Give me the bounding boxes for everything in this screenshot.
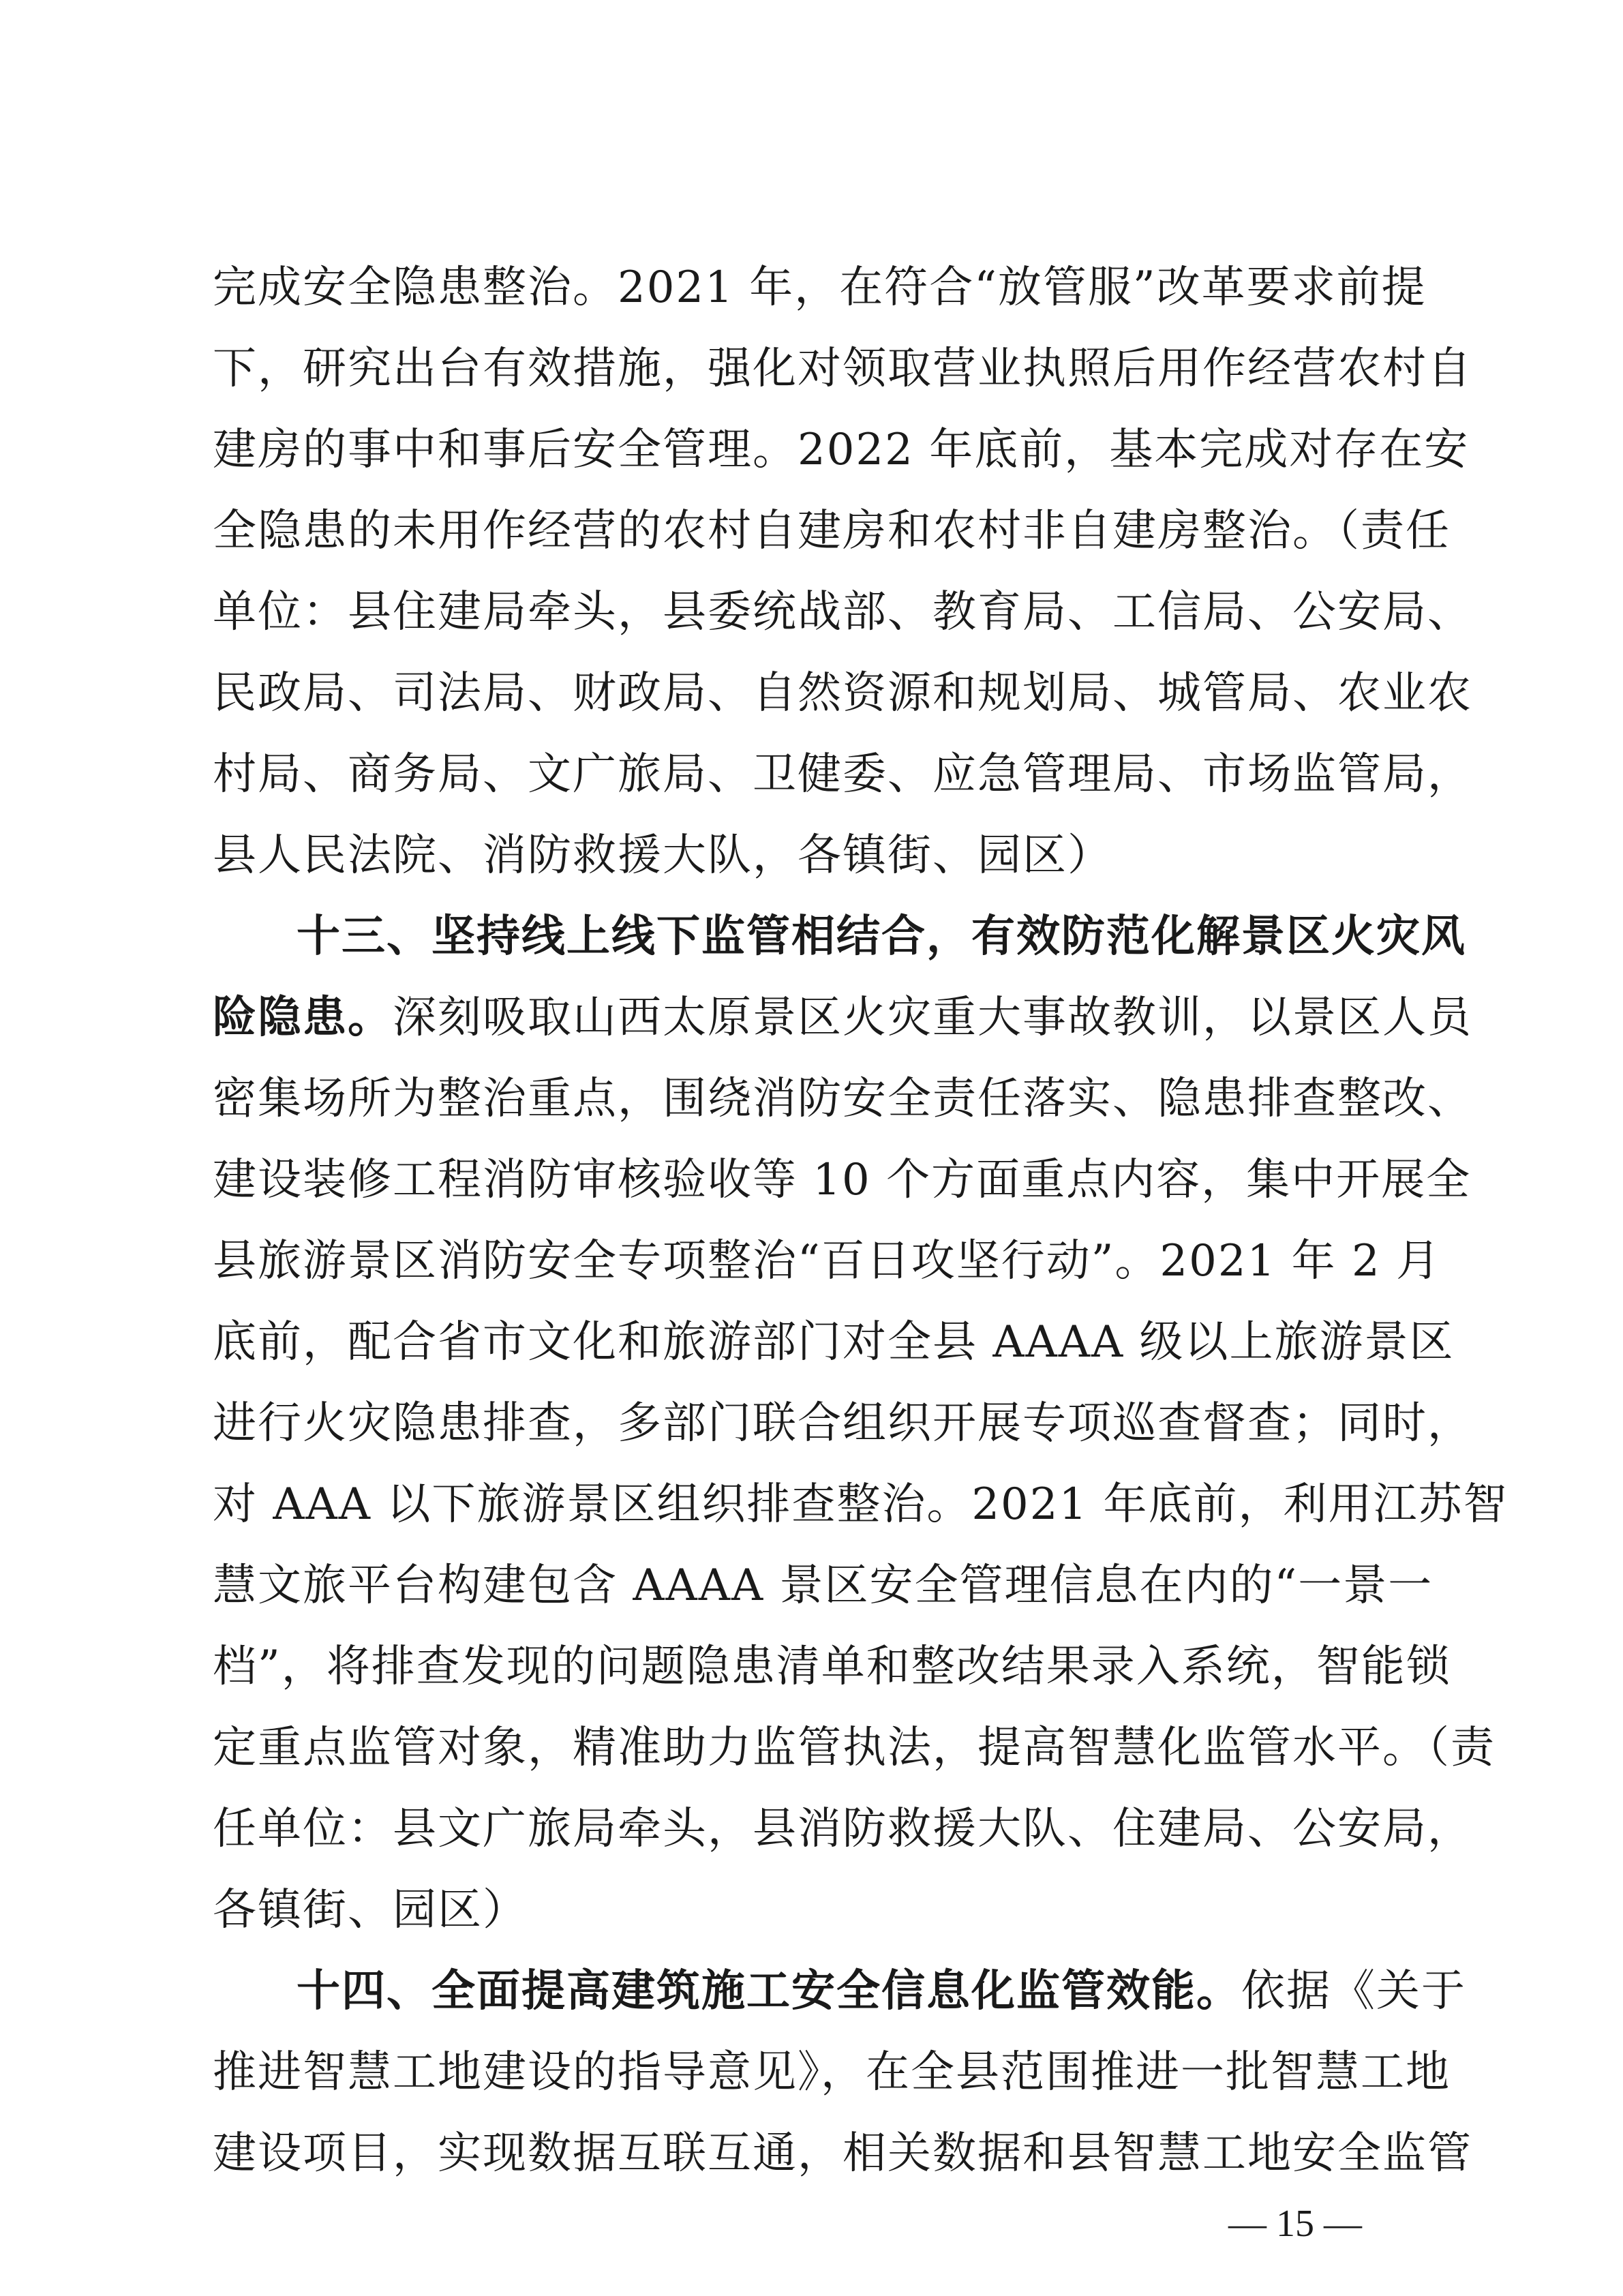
body-line: 慧文旅平台构建包含 AAAA 景区安全管理信息在内的“一景一 (213, 1560, 1434, 1611)
body-line: 建房的事中和事后安全管理。2022 年底前，基本完成对存在安 (213, 425, 1470, 475)
body-line: 建设装修工程消防审核验收等 10 个方面重点内容，集中开展全 (213, 1155, 1472, 1205)
body-line: 单位：县住建局牵头，县委统战部、教育局、工信局、公安局、 (213, 587, 1472, 637)
body-line: 定重点监管对象，精准助力监管执法，提高智慧化监管水平。（责 (213, 1723, 1496, 1773)
body-line: 建设项目，实现数据互联互通，相关数据和县智慧工地安全监管 (213, 2128, 1472, 2179)
page-number: — 15 — (1228, 2203, 1362, 2245)
body-line: 任单位：县文广旅局牵头，县消防救援大队、住建局、公安局， (213, 1804, 1472, 1854)
body-line: 县旅游景区消防安全专项整治“百日攻坚行动”。2021 年 2 月 (213, 1236, 1442, 1286)
body-line (213, 984, 1472, 1052)
body-line: 民政局、司法局、财政局、自然资源和规划局、城管局、农业农 (213, 668, 1472, 719)
body-text: 深刻吸取山西太原景区火灾重大事故教训，以景区人员 (393, 993, 1472, 1043)
body-line: 进行火灾隐患排查，多部门联合组织开展专项巡查督查；同时， (213, 1398, 1472, 1449)
body-line: 密集场所为整治重点，围绕消防安全责任落实、隐患排查整改、 (213, 1074, 1472, 1124)
body-line: 档”，将排查发现的问题隐患清单和整改结果录入系统，智能锁 (213, 1642, 1451, 1692)
body-line: 县人民法院、消防救援大队，各镇街、园区） (213, 830, 1112, 881)
body-line: 全隐患的未用作经营的农村自建房和农村非自建房整治。（责任 (213, 506, 1451, 556)
body-line: 完成安全隐患整治。2021 年，在符合“放管服”改革要求前提 (213, 262, 1427, 313)
body-line: 各镇街、园区） (213, 1885, 528, 1935)
body-line: 对 AAA 以下旅游景区组织排查整治。2021 年底前，利用江苏智 (213, 1479, 1508, 1530)
section-13-heading-end: 险隐患。 (213, 993, 393, 1043)
section-13-heading: 十三、坚持线上线下监管相结合，有效防范化解景区火灾风 (297, 911, 1466, 962)
body-line: 底前，配合省市文化和旅游部门对全县 AAAA 级以上旅游景区 (213, 1317, 1455, 1368)
body-line: 推进智慧工地建设的指导意见》，在全县范围推进一批智慧工地 (213, 2047, 1451, 2098)
section-14-heading: 十四、全面提高建筑施工安全信息化监管效能。 (297, 1966, 1241, 2016)
body-line: 村局、商务局、文广旅局、卫健委、应急管理局、市场监管局， (213, 749, 1472, 800)
body-line: 下，研究出台有效措施，强化对领取营业执照后用作经营农村自 (213, 344, 1472, 394)
body-line (297, 1957, 1466, 2025)
body-text: 依据《关于 (1241, 1966, 1466, 2016)
